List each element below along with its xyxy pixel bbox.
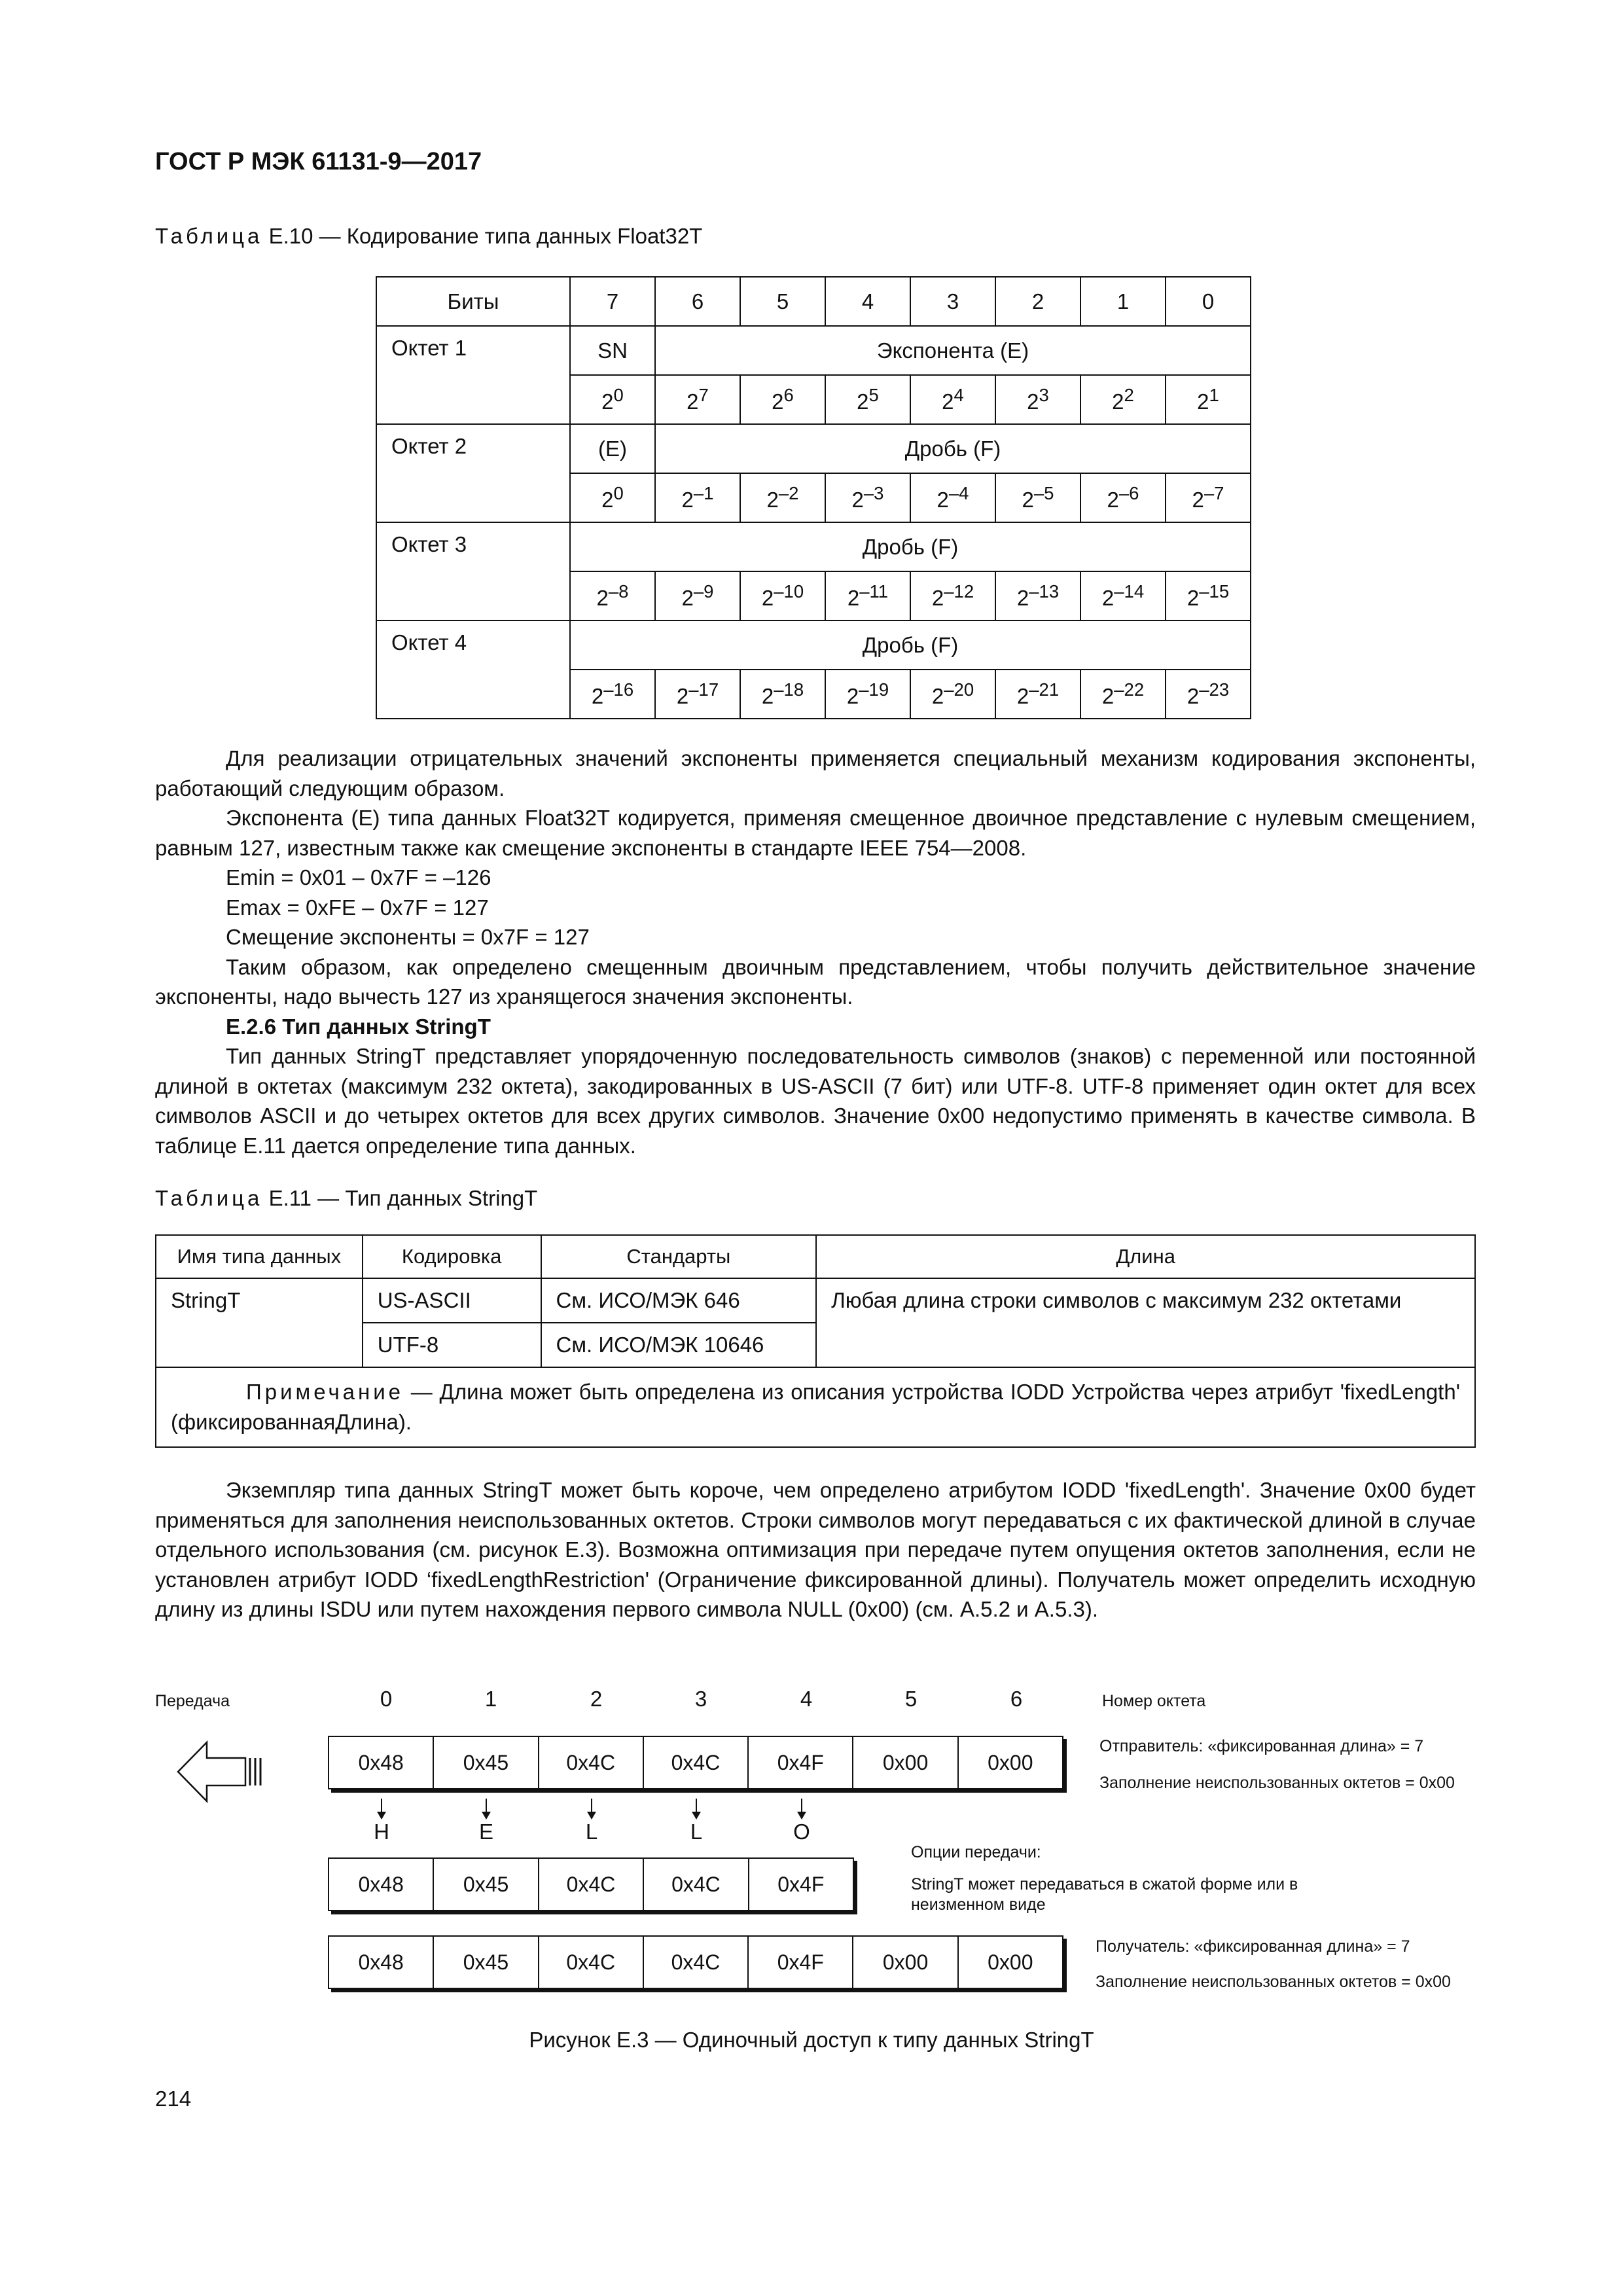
- section-heading: E.2.6 Тип данных StringT: [226, 1014, 491, 1039]
- weight-cell: $2^1$: [1166, 375, 1251, 424]
- standard-cell: См. ИСО/МЭК 10646: [541, 1323, 817, 1367]
- octet-number: 2: [590, 1687, 603, 1711]
- char-label: L: [690, 1820, 703, 1844]
- weight-cell: $2^{-15}$: [1166, 571, 1251, 620]
- bit-cell: 2: [995, 277, 1080, 326]
- formula-line: Смещение экспоненты = 0x7F = 127: [226, 925, 590, 949]
- weight-cell: $2^{-9}$: [655, 571, 740, 620]
- table-e10-caption: [155, 224, 702, 249]
- caption-word: Таблица: [155, 1186, 263, 1210]
- weight-cell: $2^{-1}$: [655, 473, 740, 522]
- weight-cell: $2^{-5}$: [995, 473, 1080, 522]
- octet-cell: 0x4C: [644, 1859, 749, 1910]
- weight-cell: $2^{-3}$: [825, 473, 910, 522]
- octet-cell: 0x4C: [644, 1937, 749, 1988]
- char-label: E: [478, 1820, 493, 1844]
- weight-cell: $2^{-11}$: [825, 571, 910, 620]
- sender-note-1: Отправитель: «фиксированная длина» = 7: [1099, 1737, 1424, 1755]
- note-cell: [156, 1367, 1475, 1447]
- exponent-cell: Экспонента (E): [655, 326, 1251, 375]
- octet-cell: 0x00: [853, 1737, 958, 1788]
- bit-cell: 0: [1166, 277, 1251, 326]
- sign-cell: SN: [570, 326, 655, 375]
- encoding-cell: UTF-8: [363, 1323, 541, 1367]
- bit-cell: 7: [570, 277, 655, 326]
- receiver-note-1: Получатель: «фиксированная длина» = 7: [1096, 1937, 1410, 1956]
- octet-cell: 0x4F: [749, 1737, 853, 1788]
- octet-cell: 0x4F: [749, 1937, 853, 1988]
- sender-note-2: Заполнение неиспользованных октетов = 0x00: [1099, 1774, 1455, 1792]
- down-arrow-icon: [801, 1799, 802, 1817]
- down-arrow-icon: [696, 1799, 697, 1817]
- octet-number: 0: [380, 1687, 393, 1711]
- octet-number: 5: [904, 1687, 918, 1711]
- octet-2-label: Октет 2: [376, 424, 570, 522]
- down-arrow-icon: [381, 1799, 382, 1817]
- weight-cell: $2^{-7}$: [1166, 473, 1251, 522]
- octet-number: 4: [800, 1687, 813, 1711]
- octet-cell: 0x45: [434, 1737, 539, 1788]
- paragraph: Экземпляр типа данных StringT может быть короче, чем определено атрибутом IODD 'fixedLength'. Значение 0x00 будет применяться для заполнения неиспользованных октетов. Строки символов могут передаваться с их фактической длиной в случае отдельного использования (см. рисунок E.3). Возможна оптимизация при передаче путем опущения октетов заполнения, если не установлен атрибут IODD ‘fixedLengthRestriction' (Ограничение фиксированной длины). Получатель может определить исходную длину из длины ISDU или путем нахождения первого символа NULL (0x00) (см. A.5.2 и A.5.3).: [155, 1478, 1476, 1621]
- bit-cell: 5: [740, 277, 825, 326]
- octet-cell: 0x4F: [777, 1872, 825, 1896]
- weight-cell: $2^{-22}$: [1080, 670, 1166, 719]
- weight-cell: $2^{-12}$: [910, 571, 995, 620]
- formula-line: Emin = 0x01 – 0x7F = –126: [226, 865, 491, 889]
- bit-cell: 1: [1080, 277, 1166, 326]
- octet-4-label: Октет 4: [376, 620, 570, 719]
- fraction-cell: Дробь (F): [655, 424, 1251, 473]
- table-header-row: [156, 1235, 1475, 1278]
- col-header: Кодировка: [363, 1235, 541, 1278]
- paragraph: Тип данных StringT представляет упорядоченную последовательность символов (знаков) с переменной или постоянной длиной в октетах (максимум 232 октета), закодированных в US-ASCII (7 бит) или UTF-8. UTF-8 применяет один октет для всех символов ASCII и до четырех октетов для всех других символов. Значение 0x00 недопустимо применять в качестве символа. В таблице E.11 дается определение типа данных.: [155, 1044, 1476, 1158]
- sender-octets: [328, 1736, 1063, 1789]
- caption-text: E.10 — Кодирование типа данных Float32T: [268, 224, 703, 248]
- bits-row: [376, 277, 1251, 326]
- weight-cell: $2^5$: [825, 375, 910, 424]
- octet-cell: 0x48: [329, 1937, 434, 1988]
- octet-cell: 0x00: [853, 1937, 958, 1988]
- weight-cell: $2^{-13}$: [995, 571, 1080, 620]
- weight-cell: $2^{-8}$: [570, 571, 655, 620]
- note-word: Примечание: [246, 1380, 404, 1404]
- exponent-bit-cell: (E): [570, 424, 655, 473]
- octet-3-label: Октет 3: [376, 522, 570, 620]
- bit-cell: 6: [655, 277, 740, 326]
- caption-word: Таблица: [155, 224, 263, 248]
- char-label: H: [374, 1820, 389, 1844]
- col-header: Стандарты: [541, 1235, 817, 1278]
- body-text-2: [155, 1475, 1476, 1624]
- octet-cell: 0x4C: [539, 1737, 644, 1788]
- fraction-cell: Дробь (F): [570, 522, 1251, 571]
- weight-cell: $2^6$: [740, 375, 825, 424]
- paragraph: Экспонента (E) типа данных Float32T кодируется, применяя смещенное двоичное представление с нулевым смещением, равным 127, известным также как смещение экспоненты в стандарте IEEE 754—2008.: [155, 806, 1476, 860]
- octet-1-label: Октет 1: [376, 326, 570, 424]
- octet-number: 3: [694, 1687, 707, 1711]
- octet-cell: 0x45: [434, 1937, 539, 1988]
- octet-cell: 0x48: [329, 1859, 434, 1910]
- options-text: StringT может передаваться в сжатой форме или в неизменном виде: [911, 1875, 1298, 1914]
- weight-cell: $2^{-21}$: [995, 670, 1080, 719]
- compressed-octets: [328, 1857, 854, 1911]
- note-text: — Длина может быть определена из описания устройства IODD Устройства через атрибут 'fixedLength' (фиксированнаяДлина).: [171, 1380, 1460, 1434]
- octet-number: 6: [1010, 1687, 1023, 1711]
- bits-label: Биты: [376, 277, 570, 326]
- char-label: O: [793, 1820, 810, 1844]
- col-header: Длина: [816, 1235, 1475, 1278]
- octet-cell: 0x4C: [539, 1937, 644, 1988]
- note-row: [156, 1367, 1475, 1447]
- type-name-cell: StringT: [156, 1278, 363, 1367]
- weight-cell: $2^{-16}$: [570, 670, 655, 719]
- down-arrow-icon: [486, 1799, 487, 1817]
- caption-text: E.11 — Тип данных StringT: [268, 1186, 538, 1210]
- page-number: 214: [155, 2087, 192, 2111]
- weight-cell: $2^{-10}$: [740, 571, 825, 620]
- table-e11: [155, 1234, 1476, 1448]
- paragraph: Для реализации отрицательных значений экспоненты применяется специальный механизм кодирования экспоненты, работающий следующим образом.: [155, 746, 1476, 800]
- length-cell: Любая длина строки символов с максимум 232 октетами: [816, 1278, 1475, 1367]
- weight-cell: $2^2$: [1080, 375, 1166, 424]
- table-e10: [376, 276, 1251, 719]
- weight-cell: $2^{-19}$: [825, 670, 910, 719]
- formula-line: Emax = 0xFE – 0x7F = 127: [226, 895, 489, 920]
- receiver-note-2: Заполнение неиспользованных октетов = 0x00: [1096, 1973, 1451, 1991]
- weight-cell: $2^{-23}$: [1166, 670, 1251, 719]
- octet-number-label: Номер октета: [1102, 1692, 1206, 1710]
- weight-cell: $2^4$: [910, 375, 995, 424]
- weight-cell: $2^{-20}$: [910, 670, 995, 719]
- body-text-1: [155, 744, 1476, 1160]
- octet-number: 1: [484, 1687, 497, 1711]
- char-label: L: [585, 1820, 598, 1844]
- figure-caption: Рисунок E.3 — Одиночный доступ к типу данных StringT: [529, 2028, 1094, 2052]
- col-header: Имя типа данных: [156, 1235, 363, 1278]
- weight-cell: $2^{-14}$: [1080, 571, 1166, 620]
- fraction-cell: Дробь (F): [570, 620, 1251, 670]
- weight-cell: $2^{-17}$: [655, 670, 740, 719]
- bit-cell: 4: [825, 277, 910, 326]
- octet-cell: 0x00: [988, 1750, 1033, 1774]
- transmission-label: Передача: [155, 1692, 230, 1710]
- octet-cell: 0x00: [988, 1950, 1033, 1974]
- table-e11-caption: [155, 1186, 537, 1211]
- bit-cell: 3: [910, 277, 995, 326]
- paragraph: Таким образом, как определено смещенным двоичным представлением, чтобы получить действительное значение экспоненты, надо вычесть 127 из хранящегося значения экспоненты.: [155, 954, 1476, 1009]
- options-title: Опции передачи:: [911, 1843, 1041, 1861]
- weight-cell: $2^0$: [570, 375, 655, 424]
- octet-cell: 0x4C: [644, 1737, 749, 1788]
- weight-cell: $2^3$: [995, 375, 1080, 424]
- weight-cell: $2^{-2}$: [740, 473, 825, 522]
- table-row: [156, 1278, 1475, 1323]
- encoding-cell: US-ASCII: [363, 1278, 541, 1323]
- receiver-octets: [328, 1935, 1063, 1989]
- transmission-arrow-icon: [177, 1736, 268, 1808]
- weight-cell: $2^{-6}$: [1080, 473, 1166, 522]
- down-arrow-icon: [591, 1799, 592, 1817]
- weight-cell: $2^0$: [570, 473, 655, 522]
- octet-cell: 0x48: [329, 1737, 434, 1788]
- octet-cell: 0x4C: [539, 1859, 644, 1910]
- weight-cell: $2^{-4}$: [910, 473, 995, 522]
- standard-cell: См. ИСО/МЭК 646: [541, 1278, 817, 1323]
- page-header: ГОСТ Р МЭК 61131-9—2017: [155, 148, 482, 175]
- octet-cell: 0x45: [434, 1859, 539, 1910]
- weight-cell: $2^{-18}$: [740, 670, 825, 719]
- weight-cell: $2^7$: [655, 375, 740, 424]
